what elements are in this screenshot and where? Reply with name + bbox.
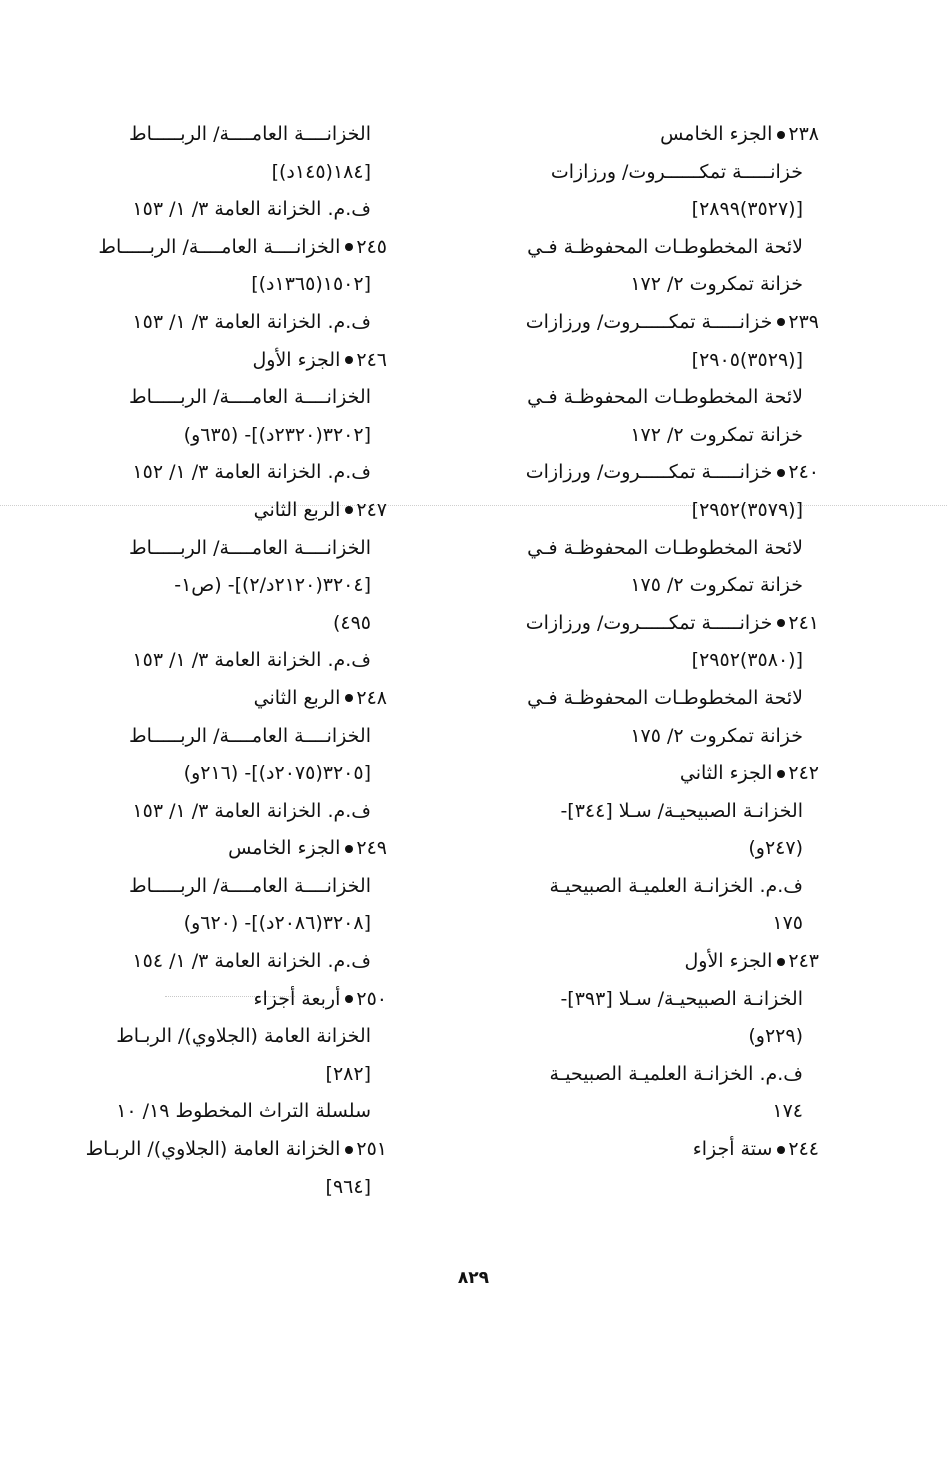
bullet-icon: [777, 1146, 785, 1154]
bullet-icon: [777, 619, 785, 627]
entry-title: الجزء الخامس: [228, 837, 341, 860]
entry-heading: [479, 943, 819, 981]
entry-heading: [47, 492, 387, 530]
entry-heading: [479, 454, 819, 492]
entry-heading: [479, 755, 819, 793]
entry-line: الخزانة العامة (الجلاوي)/ الربـاط: [116, 1025, 371, 1048]
entry-number: ٢٤٨: [356, 686, 387, 709]
entry-line: ف.م. الخزانة العامة ٣/ ١/ ١٥٣: [132, 310, 371, 333]
entry-line: ٤٩٥): [332, 611, 371, 634]
entry-line: [١٥٠٢(١٣٦٥د)]: [251, 273, 371, 296]
entry-line: ف.م. الخزانة العامة ٣/ ١/ ١٥٣: [132, 799, 371, 822]
entry-line: [(٣٥٧٩)٢٩٥٢]: [691, 498, 803, 521]
bullet-icon: [345, 506, 353, 514]
entry-number: ٢٣٨: [788, 123, 819, 145]
entry-title: الربع الثاني: [253, 498, 341, 521]
entry-line: خزانة تمكروت ٢/ ١٧٥: [630, 574, 803, 597]
entry-line: خزانة تمكروت ٢/ ١٧٢: [630, 273, 803, 296]
entry-number: ٢٥٠: [356, 987, 387, 1010]
entry-number: ٢٤٣: [788, 950, 819, 973]
entry-title: الربع الثاني: [253, 686, 341, 709]
entry-title: الجزء الأول: [252, 348, 341, 371]
entry-line: لائحة المخطوطـات المحفوظـة فـي: [527, 235, 803, 258]
entry-line: [(٣٥٨٠)٢٩٥٢]: [691, 649, 803, 672]
entry-heading: [479, 605, 819, 643]
bullet-icon: [345, 243, 353, 251]
entry-line: الخزانــــة العامــــة/ الربـــــاط: [129, 386, 371, 409]
entry-line: [٢٨٢]: [325, 1062, 371, 1085]
entry-title: خزانـــــة تمكـــــروت/ ورزازات: [525, 461, 773, 484]
entry-line: خزانة تمكروت ٢/ ١٧٥: [630, 724, 803, 747]
left-column: [47, 116, 387, 1206]
page-number: ٨٢٩: [457, 1268, 490, 1288]
entry-title: ستة أجزاء: [692, 1138, 773, 1161]
entry-line: (٢٢٩و): [748, 1025, 803, 1048]
entry-line: سلسلة التراث المخطوط ١٩/ ١٠: [116, 1100, 371, 1123]
entry-line: (٢٤٧و): [748, 837, 803, 860]
entry-line: [٣٢٠٨(٢٠٨٦د)]- (٦٢٠و): [183, 912, 371, 935]
entry-line: خزانـــــة تمكــــــروت/ ورزازات: [550, 160, 803, 183]
entry-line: [(٣٥٢٩)٢٩٠٥]: [691, 348, 803, 371]
entry-heading: [47, 830, 387, 868]
entry-heading: [47, 342, 387, 380]
entry-line: الخزانـة الصبيحيـة/ سـلا [٣٩٣]-: [560, 987, 803, 1010]
entry-line: ف.م. الخزانة العامة ٣/ ١/ ١٥٣: [132, 649, 371, 672]
entry-line: [(٣٥٢٧)٢٨٩٩]: [691, 198, 803, 221]
entry-line: [٣٢٠٥(٢٠٧٥د)]- (٢١٦و): [183, 762, 371, 785]
entry-heading: [47, 229, 387, 267]
entry-line: [٣٢٠٢(٢٣٢٠د)]- (٦٣٥و): [183, 423, 371, 446]
entry-heading: [47, 680, 387, 718]
bullet-icon: [345, 845, 353, 853]
entry-line: ف.م. الخزانـة العلميـة الصبيحيـة: [549, 874, 803, 897]
entry-title: الجزء الخامس: [660, 123, 773, 145]
entry-title: أربعة أجزاء: [253, 987, 341, 1010]
entry-line: ف.م. الخزانة العامة ٣/ ١/ ١٥٤: [132, 950, 371, 973]
entry-title: الخزانة العامة (الجلاوي)/ الربـاط: [85, 1138, 341, 1161]
entry-number: ٢٤٤: [788, 1138, 819, 1161]
bullet-icon: [777, 131, 785, 139]
entry-line: [٣٢٠٤(٢١٢٠د/٢)]- (ص١-: [174, 574, 371, 597]
entry-heading: [47, 1131, 387, 1169]
entry-line: ١٧٥: [772, 912, 803, 935]
entry-heading: [47, 981, 387, 1019]
entry-line: ١٧٤: [772, 1100, 803, 1123]
entry-number: ٢٤٢: [788, 762, 819, 785]
entry-line: الخزانــــة العامــــة/ الربـــــاط: [129, 874, 371, 897]
bullet-icon: [777, 469, 785, 477]
entry-line: لائحة المخطوطـات المحفوظـة فـي: [527, 536, 803, 559]
bullet-icon: [777, 958, 785, 966]
entry-title: الجزء الأول: [684, 950, 773, 973]
bullet-icon: [345, 356, 353, 364]
entry-line: [٩٦٤]: [325, 1175, 371, 1198]
entry-line: الخزانـة الصبيحيـة/ سـلا [٣٤٤]-: [560, 799, 803, 822]
entry-number: ٢٤٧: [356, 498, 387, 521]
entry-line: ف.م. الخزانـة العلميـة الصبيحيـة: [549, 1062, 803, 1085]
entry-line: ف.م. الخزانة العامة ٣/ ١/ ١٥٢: [132, 461, 371, 484]
entry-line: الخزانــــة العامــــة/ الربـــــاط: [129, 123, 371, 145]
entry-title: خزانـــــة تمكـــــروت/ ورزازات: [525, 611, 773, 634]
entry-number: ٢٤٦: [356, 348, 387, 371]
entry-line: خزانة تمكروت ٢/ ١٧٢: [630, 423, 803, 446]
entry-heading: [479, 116, 819, 154]
entry-number: ٢٤٠: [788, 461, 819, 484]
entry-number: ٢٤٥: [356, 235, 387, 258]
entry-title: الجزء الثاني: [679, 762, 773, 785]
entry-heading: [479, 1131, 819, 1169]
entry-line: لائحة المخطوطـات المحفوظـة فـي: [527, 686, 803, 709]
bullet-icon: [345, 995, 353, 1003]
entry-line: ف.م. الخزانة العامة ٣/ ١/ ١٥٣: [132, 198, 371, 221]
bullet-icon: [777, 318, 785, 326]
entry-title: الخزانــــة العامــــة/ الربـــــاط: [98, 235, 341, 258]
bullet-icon: [345, 694, 353, 702]
right-column: [479, 116, 819, 1169]
entry-number: ٢٥١: [356, 1138, 387, 1161]
entry-line: الخزانــــة العامــــة/ الربـــــاط: [129, 536, 371, 559]
entry-number: ٢٣٩: [788, 310, 819, 333]
bullet-icon: [345, 1146, 353, 1154]
entry-title: خزانـــــة تمكـــــروت/ ورزازات: [525, 310, 773, 333]
entry-line: الخزانــــة العامــــة/ الربـــــاط: [129, 724, 371, 747]
entry-line: لائحة المخطوطـات المحفوظـة فـي: [527, 386, 803, 409]
entry-line: [١٨٤(١٤٥د)]: [271, 160, 371, 183]
bullet-icon: [777, 770, 785, 778]
entry-number: ٢٤٩: [356, 837, 387, 860]
entry-heading: [479, 304, 819, 342]
entry-number: ٢٤١: [788, 611, 819, 634]
